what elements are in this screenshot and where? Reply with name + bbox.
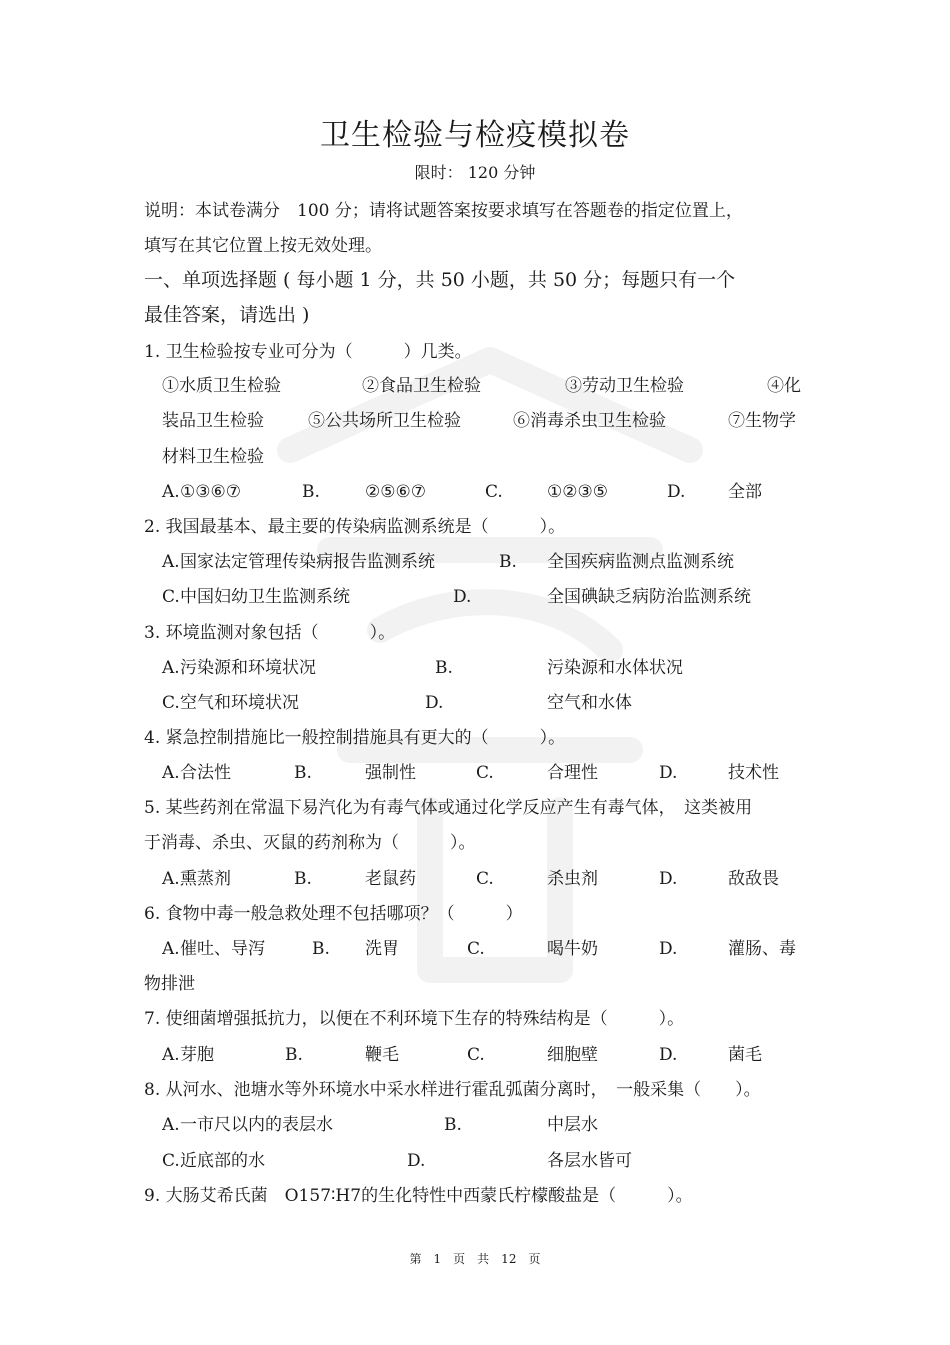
question-stem: 8. 从河水、池塘水等外环境水中采水样进行霍乱弧菌分离时， 一般采集（ ）。: [144, 1080, 761, 1100]
option-text: 全国疾病监测点监测系统: [547, 552, 734, 572]
option-text-continued: 物排泄: [144, 974, 195, 994]
option-letter: B.: [499, 552, 517, 572]
option-text: 技术性: [728, 763, 779, 783]
question-stem: 9. 大肠艾希氏菌 O157∶H7的生化特性中西蒙氏柠檬酸盐是（ ）。: [144, 1186, 693, 1206]
option-text: 老鼠药: [365, 869, 416, 889]
option-text: 全部: [728, 482, 762, 502]
time-limit: 限时： 120 分钟: [414, 163, 536, 182]
list-item: ②食品卫生检验: [362, 376, 481, 396]
option-letter: A.: [162, 939, 180, 959]
option-text: 灌肠、毒: [728, 939, 796, 959]
question-stem: 6. 食物中毒一般急救处理不包括哪项？（ ）: [144, 904, 523, 924]
option-letter: B.: [302, 482, 320, 502]
instructions-line-2: 填写在其它位置上按无效处理。: [144, 236, 382, 256]
option-letter: D.: [659, 1045, 678, 1065]
page-title: 卫生检验与检疫模拟卷: [320, 118, 630, 153]
option-letter: C.: [476, 869, 494, 889]
section-heading-line-1: 一、单项选择题 ( 每小题 1 分，共 50 小题，共 50 分；每题只有一个: [144, 269, 736, 291]
option-text: ②⑤⑥⑦: [365, 482, 426, 502]
option-letter: C.: [485, 482, 503, 502]
option-text: 合理性: [547, 763, 598, 783]
question-stem: 3. 环境监测对象包括（ ）。: [144, 623, 396, 643]
option-letter: B.: [312, 939, 330, 959]
question-stem: 5. 某些药剂在常温下易汽化为有毒气体或通过化学反应产生有毒气体， 这类被用: [144, 798, 753, 818]
option-text: ①③⑥⑦: [180, 482, 241, 502]
option-letter: D.: [659, 939, 678, 959]
option-text: 空气和水体: [547, 693, 632, 713]
option-letter: D.: [659, 869, 678, 889]
question-stem: 7. 使细菌增强抵抗力，以便在不利环境下生存的特殊结构是（ ）。: [144, 1009, 685, 1029]
option-letter: C.: [162, 587, 180, 607]
option-text: 洗胃: [365, 939, 399, 959]
list-item: 材料卫生检验: [162, 447, 264, 467]
option-letter: B.: [294, 763, 312, 783]
option-text: 芽胞: [180, 1045, 214, 1065]
option-letter: D.: [407, 1151, 426, 1171]
option-letter: A.: [162, 658, 180, 678]
option-letter: A.: [162, 482, 180, 502]
question-stem-continued: 于消毒、杀虫、灭鼠的药剂称为（ ）。: [144, 833, 476, 853]
section-heading-line-2: 最佳答案，请选出 ): [144, 304, 310, 326]
option-letter: C.: [162, 693, 180, 713]
question-stem: 1. 卫生检验按专业可分为（ ）几类。: [144, 342, 472, 362]
option-text: 一市尺以内的表层水: [180, 1115, 333, 1135]
option-letter: D.: [667, 482, 686, 502]
option-text: 污染源和环境状况: [180, 658, 316, 678]
option-text: 鞭毛: [365, 1045, 399, 1065]
option-letter: A.: [162, 869, 180, 889]
option-text: 空气和环境状况: [180, 693, 299, 713]
option-text: 强制性: [365, 763, 416, 783]
list-item: ①水质卫生检验: [162, 376, 281, 396]
option-letter: A.: [162, 1045, 180, 1065]
option-letter: A.: [162, 1115, 180, 1135]
question-stem: 2. 我国最基本、最主要的传染病监测系统是（ ）。: [144, 517, 566, 537]
option-letter: B.: [435, 658, 453, 678]
option-text: 全国碘缺乏病防治监测系统: [547, 587, 751, 607]
question-stem: 4. 紧急控制措施比一般控制措施具有更大的（ ）。: [144, 728, 566, 748]
option-letter: C.: [467, 1045, 485, 1065]
list-item: ⑥消毒杀虫卫生检验: [513, 411, 666, 431]
list-item: ③劳动卫生检验: [565, 376, 684, 396]
option-letter: D.: [425, 693, 444, 713]
option-text: 中层水: [547, 1115, 598, 1135]
option-letter: C.: [476, 763, 494, 783]
option-text: 污染源和水体状况: [547, 658, 683, 678]
watermark-logo: [230, 330, 750, 1030]
option-letter: D.: [453, 587, 472, 607]
option-text: 国家法定管理传染病报告监测系统: [180, 552, 435, 572]
list-item: 装品卫生检验: [162, 411, 264, 431]
option-text: 敌敌畏: [728, 869, 779, 889]
option-letter: B.: [285, 1045, 303, 1065]
option-text: 各层水皆可: [547, 1151, 632, 1171]
option-letter: A.: [162, 763, 180, 783]
option-text: 中国妇幼卫生监测系统: [180, 587, 350, 607]
option-text: 近底部的水: [180, 1151, 265, 1171]
option-text: 喝牛奶: [547, 939, 598, 959]
option-text: 合法性: [180, 763, 231, 783]
option-text: 熏蒸剂: [180, 869, 231, 889]
option-letter: B.: [294, 869, 312, 889]
option-letter: C.: [467, 939, 485, 959]
list-item: ⑤公共场所卫生检验: [308, 411, 461, 431]
option-text: 杀虫剂: [547, 869, 598, 889]
option-letter: B.: [444, 1115, 462, 1135]
option-text: 催吐、导泻: [180, 939, 265, 959]
instructions-line-1: 说明：本试卷满分 100 分；请将试题答案按要求填写在答题卷的指定位置上，: [144, 201, 743, 221]
list-item: ⑦生物学: [728, 411, 796, 431]
option-text: ①②③⑤: [547, 482, 608, 502]
option-letter: A.: [162, 552, 180, 572]
list-item: ④化: [767, 376, 801, 396]
option-letter: C.: [162, 1151, 180, 1171]
option-text: 细胞壁: [547, 1045, 598, 1065]
option-text: 菌毛: [728, 1045, 762, 1065]
option-letter: D.: [659, 763, 678, 783]
page-footer: 第 1 页 共 12 页: [409, 1252, 541, 1266]
